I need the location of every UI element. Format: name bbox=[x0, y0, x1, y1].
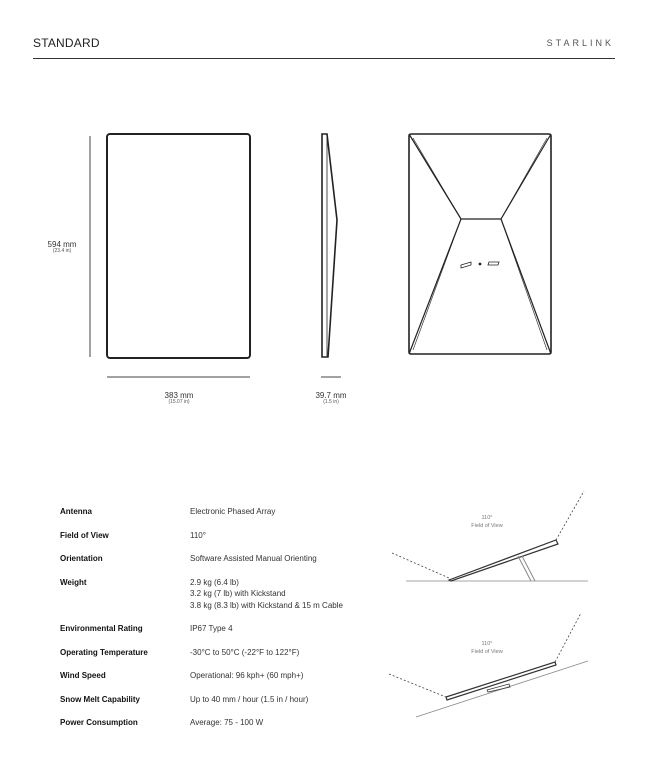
brand-logo: STARLINK bbox=[546, 38, 614, 48]
spec-value-line: -30°C to 50°C (-22°F to 122°F) bbox=[190, 647, 300, 657]
fov-caption-bottom: 110° Field of View bbox=[471, 641, 503, 655]
spec-row bbox=[60, 647, 390, 659]
spec-value bbox=[190, 717, 390, 729]
spec-label: Snow Melt Capability bbox=[60, 694, 141, 704]
kickstand-diagram bbox=[392, 491, 588, 581]
spec-label: Antenna bbox=[60, 507, 92, 516]
spec-row bbox=[60, 553, 390, 565]
spec-row bbox=[60, 506, 390, 518]
spec-value bbox=[190, 670, 390, 682]
spec-value bbox=[190, 553, 390, 565]
port-right bbox=[488, 262, 499, 265]
spec-row bbox=[60, 694, 390, 706]
spec-value bbox=[190, 530, 390, 542]
spec-label: Orientation bbox=[60, 554, 103, 563]
spec-value bbox=[190, 577, 390, 612]
spec-row bbox=[60, 670, 390, 682]
fov-caption-top: 110° Field of View bbox=[471, 515, 503, 529]
spec-label: Operating Temperature bbox=[60, 647, 148, 657]
spec-row bbox=[60, 577, 390, 612]
port-dot bbox=[479, 263, 481, 265]
spec-value-line: Average: 75 - 100 W bbox=[190, 718, 264, 727]
spec-row bbox=[60, 623, 390, 635]
spec-value bbox=[190, 623, 390, 635]
back-view bbox=[409, 134, 551, 354]
spec-label: Environmental Rating bbox=[60, 624, 143, 633]
spec-value bbox=[190, 647, 390, 659]
spec-label: Field of View bbox=[60, 530, 109, 540]
spec-value-line: 110° bbox=[190, 530, 206, 540]
spec-label: Weight bbox=[60, 577, 87, 587]
spec-value-line: Up to 40 mm / hour (1.5 in / hour) bbox=[190, 694, 309, 704]
spec-label: Wind Speed bbox=[60, 671, 106, 680]
spec-value-line: Software Assisted Manual Orienting bbox=[190, 554, 317, 563]
spec-value-line: IP67 Type 4 bbox=[190, 624, 233, 633]
specs-table bbox=[60, 506, 390, 729]
spec-row bbox=[60, 717, 390, 729]
spec-label: Power Consumption bbox=[60, 718, 138, 727]
depth-dimension-label: 39.7 mm (1.5 in) bbox=[315, 391, 347, 406]
height-dimension-label: 594 mm (23.4 in) bbox=[47, 240, 77, 255]
spec-value-line: Electronic Phased Array bbox=[190, 507, 276, 516]
spec-row bbox=[60, 530, 390, 542]
spec-value bbox=[190, 694, 390, 706]
front-view bbox=[107, 134, 250, 358]
port-left bbox=[461, 262, 471, 268]
spec-value-line: 3.2 kg (7 lb) with Kickstand bbox=[190, 589, 286, 598]
spec-value bbox=[190, 506, 390, 518]
width-dimension-label: 383 mm (15.07 in) bbox=[164, 391, 194, 406]
spec-value-line: 3.8 kg (8.3 lb) with Kickstand & 15 m Cable bbox=[190, 600, 343, 610]
slope-diagram bbox=[389, 613, 588, 717]
side-view bbox=[322, 134, 337, 357]
page-title: STANDARD bbox=[33, 36, 100, 50]
spec-value-line: Operational: 96 kph+ (60 mph+) bbox=[190, 671, 304, 680]
spec-value-line: 2.9 kg (6.4 lb) bbox=[190, 577, 239, 587]
